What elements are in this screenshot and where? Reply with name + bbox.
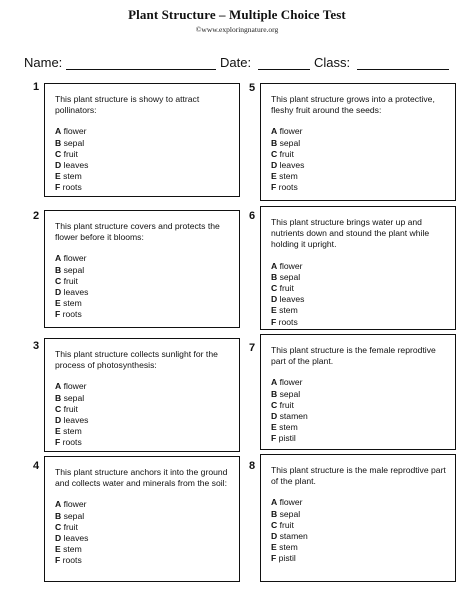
option-b[interactable]: B sepal: [271, 508, 301, 519]
name-label: Name:: [24, 55, 63, 70]
option-c[interactable]: C fruit: [271, 399, 294, 410]
option-b[interactable]: B sepal: [55, 392, 85, 403]
question-text: This plant structure is the male reprodtive part of the plant.: [271, 465, 446, 487]
option-f[interactable]: F pistil: [271, 553, 296, 564]
option-d[interactable]: D leaves: [55, 533, 89, 544]
question-text: This plant structure is showy to attract pollinators:: [55, 94, 200, 116]
question-text: This plant structure is the female reprodtive part of the plant.: [271, 345, 436, 367]
question-box: [260, 454, 456, 582]
option-b[interactable]: B sepal: [55, 264, 85, 275]
question-box: [44, 338, 240, 452]
option-e[interactable]: E stem: [271, 171, 298, 182]
class-line[interactable]: [357, 69, 449, 70]
option-a[interactable]: A flower: [55, 126, 87, 137]
option-f[interactable]: F roots: [55, 555, 82, 566]
option-e[interactable]: E stem: [55, 426, 82, 437]
option-f[interactable]: F roots: [271, 316, 298, 327]
question-box: [260, 334, 456, 450]
option-d[interactable]: D leaves: [55, 287, 89, 298]
option-f[interactable]: F pistil: [271, 433, 296, 444]
option-d[interactable]: D stamen: [271, 411, 308, 422]
option-a[interactable]: A flower: [271, 497, 303, 508]
option-b[interactable]: B sepal: [271, 137, 301, 148]
question-number: 1: [33, 81, 40, 93]
option-d[interactable]: D leaves: [55, 415, 89, 426]
date-line[interactable]: [258, 69, 310, 70]
class-label: Class:: [314, 55, 351, 70]
option-b[interactable]: B sepal: [55, 510, 85, 521]
question-text: This plant structure covers and protects the flower before it blooms:: [55, 221, 220, 243]
option-c[interactable]: C fruit: [271, 519, 294, 530]
option-e[interactable]: E stem: [271, 305, 298, 316]
option-e[interactable]: E stem: [55, 544, 82, 555]
option-c[interactable]: C fruit: [55, 275, 78, 286]
option-d[interactable]: D leaves: [271, 160, 305, 171]
question-text: This plant structure brings water up and nutrients down and stound the plant while holding it upright.: [271, 217, 430, 250]
option-e[interactable]: E stem: [55, 298, 82, 309]
option-b[interactable]: B sepal: [271, 388, 301, 399]
question-number: 6: [249, 210, 256, 222]
question-box: [260, 83, 456, 201]
copyright-text: ©www.exploringnature.org: [195, 25, 279, 34]
option-c[interactable]: C fruit: [55, 521, 78, 532]
page-title: Plant Structure – Multiple Choice Test: [128, 7, 346, 22]
question-number: 3: [33, 340, 40, 352]
option-c[interactable]: C fruit: [55, 148, 78, 159]
question-number: 4: [33, 460, 40, 472]
option-f[interactable]: F roots: [55, 182, 82, 193]
option-a[interactable]: A flower: [55, 381, 87, 392]
option-f[interactable]: F roots: [55, 437, 82, 448]
option-b[interactable]: B sepal: [55, 137, 85, 148]
question-box: [260, 206, 456, 330]
option-d[interactable]: D stamen: [271, 531, 308, 542]
name-line[interactable]: [66, 69, 216, 70]
question-box: [44, 210, 240, 328]
question-number: 2: [33, 210, 40, 222]
option-c[interactable]: C fruit: [271, 148, 294, 159]
question-box: [44, 456, 240, 582]
option-d[interactable]: D leaves: [55, 160, 89, 171]
option-a[interactable]: A flower: [271, 126, 303, 137]
question-text: This plant structure anchors it into the ground and collects water and minerals from the soil:: [55, 467, 228, 489]
question-number: 5: [249, 82, 256, 94]
option-c[interactable]: C fruit: [271, 283, 294, 294]
option-a[interactable]: A flower: [271, 377, 303, 388]
question-number: 7: [249, 342, 256, 354]
option-d[interactable]: D leaves: [271, 294, 305, 305]
question-number: 8: [249, 460, 256, 472]
option-b[interactable]: B sepal: [271, 271, 301, 282]
date-label: Date:: [220, 55, 252, 70]
student-info-row: [24, 55, 454, 71]
option-e[interactable]: E stem: [271, 422, 298, 433]
option-c[interactable]: C fruit: [55, 403, 78, 414]
option-a[interactable]: A flower: [55, 253, 87, 264]
question-box: [44, 83, 240, 197]
option-e[interactable]: E stem: [55, 171, 82, 182]
option-a[interactable]: A flower: [55, 499, 87, 510]
question-text: This plant structure grows into a protective, fleshy fruit around the seeds:: [271, 94, 435, 116]
option-e[interactable]: E stem: [271, 542, 298, 553]
option-f[interactable]: F roots: [271, 182, 298, 193]
option-a[interactable]: A flower: [271, 260, 303, 271]
option-f[interactable]: F roots: [55, 309, 82, 320]
question-text: This plant structure collects sunlight for the process of photosynthesis:: [55, 349, 218, 371]
